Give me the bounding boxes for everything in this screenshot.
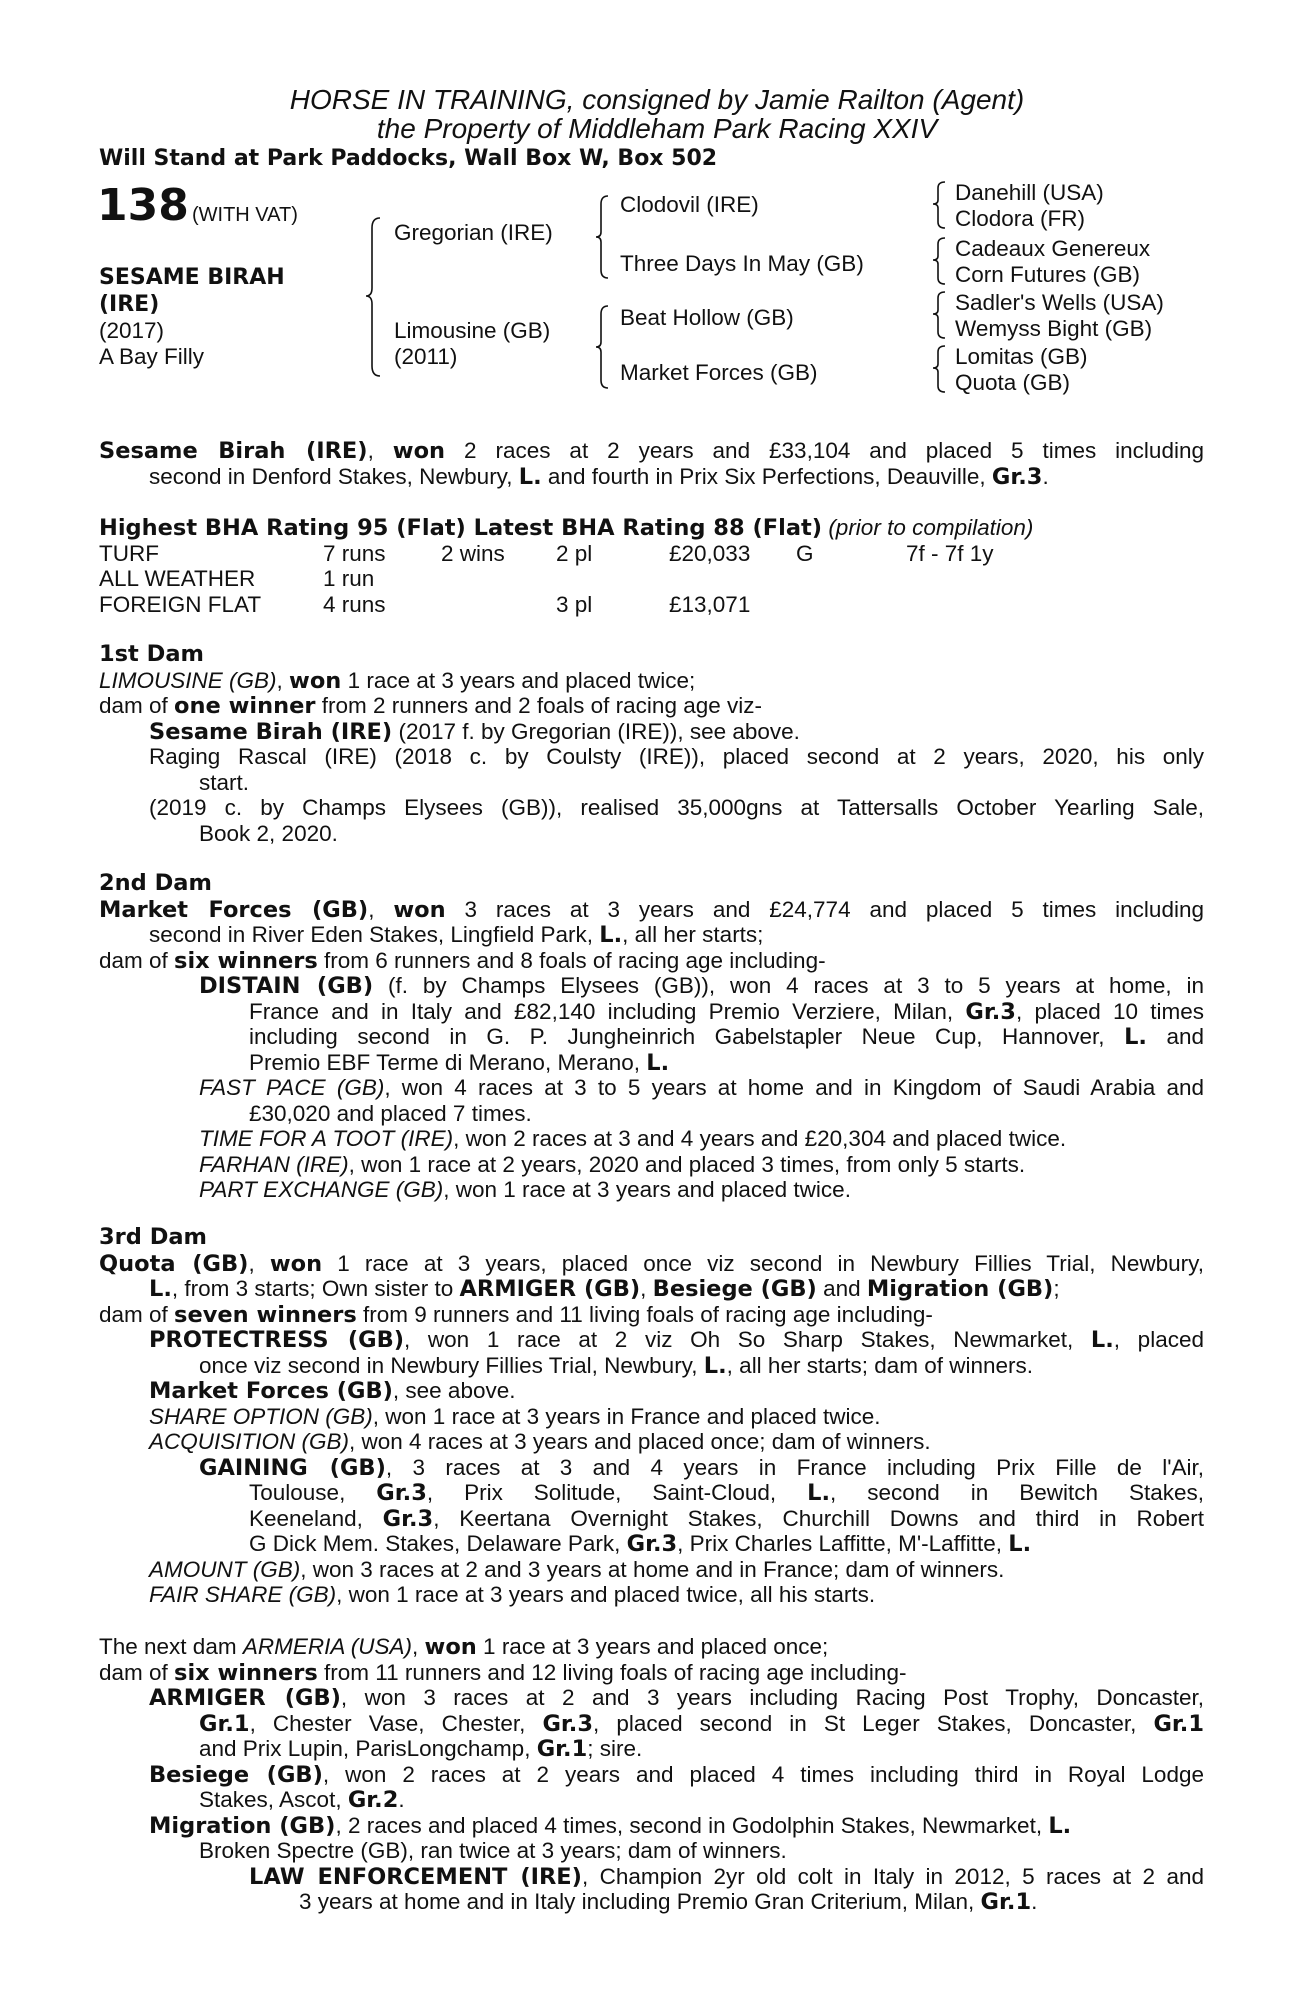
progeny-text: and bbox=[1146, 1024, 1204, 1049]
dam-text: from 2 runners and 2 foals of racing age viz- bbox=[315, 693, 762, 718]
progeny-text: , 2 races and placed 4 times, second in Godolphin Stakes, Newmarket, bbox=[335, 1812, 1049, 1838]
grade-badge: Gr.3 bbox=[542, 1710, 594, 1737]
progeny-text: , Chester Vase, Chester, bbox=[249, 1710, 543, 1736]
progeny-text: , second in Bewitch Stakes, bbox=[830, 1480, 1204, 1505]
progeny-text: Stakes, Ascot, bbox=[199, 1787, 348, 1812]
won-label: won bbox=[269, 1250, 323, 1277]
dam-text: ; bbox=[1053, 1276, 1060, 1301]
progeny-text: Book 2, 2020. bbox=[199, 820, 338, 846]
progeny-text: , won 4 races at 3 to 5 years at home and in Kingdom of Saudi Arabia and bbox=[384, 1075, 1204, 1100]
grade-badge: L. bbox=[599, 922, 623, 948]
progeny-name: DISTAIN (GB) bbox=[199, 973, 374, 999]
progeny-text: including second in G. P. Jungheinrich Gabelstapler Neue Cup, Hannover, bbox=[249, 1024, 1125, 1049]
horse-description: A Bay Filly bbox=[99, 344, 205, 369]
grade-badge: Gr.1 bbox=[980, 1889, 1032, 1915]
progeny-name: TIME FOR A TOOT (IRE) bbox=[199, 1126, 454, 1151]
pedigree-brace bbox=[933, 290, 949, 340]
pedigree-dam-year: (2011) bbox=[394, 344, 458, 369]
progeny-name: GAINING (GB) bbox=[199, 1454, 386, 1481]
grade-badge: Gr.1 bbox=[536, 1736, 588, 1762]
progeny-text: , Keertana Overnight Stakes, Churchill Downs and third in Robert bbox=[433, 1505, 1205, 1531]
ratings-label: FOREIGN FLAT bbox=[99, 591, 262, 617]
sibling-name: Migration (GB) bbox=[866, 1276, 1054, 1302]
dam-text: 1 race at 3 years, placed once viz second in Newbury Fillies Trial, Newbury, bbox=[337, 1250, 1204, 1276]
dam-text: 1 race at 3 years and placed once; bbox=[476, 1634, 829, 1659]
grade-badge: L. bbox=[807, 1480, 830, 1506]
progeny-name: FAST PACE (GB) bbox=[199, 1075, 385, 1100]
race-summary: Sesame Birah (IRE), won 2 races at 2 years and £33,104 and placed 5 times including second in Denford Stakes, Newbury, L. and fourth in Prix Six Perfections, Deauville, Gr.3. bbox=[99, 438, 1204, 490]
summary-text: . bbox=[1042, 463, 1049, 489]
grade-badge: L. bbox=[1048, 1812, 1072, 1839]
progeny-text: , all her starts; dam of winners. bbox=[726, 1352, 1034, 1378]
progeny-name: AMOUNT (GB) bbox=[149, 1556, 301, 1582]
ratings-label: ALL WEATHER bbox=[99, 566, 256, 591]
dam-text: 3 races at 3 years and £24,774 and placed 5 times including bbox=[464, 896, 1204, 922]
pedigree-sss: Danehill (USA) bbox=[955, 180, 1104, 205]
dam-text: from 6 runners and 8 foals of racing age including- bbox=[317, 947, 826, 973]
ratings-placed: 3 pl bbox=[556, 591, 593, 617]
progeny-text: , Champion 2yr old colt in Italy in 2012, 5 races at 2 and bbox=[581, 1863, 1204, 1889]
pedigree-brace bbox=[366, 216, 386, 378]
dam-text: dam of bbox=[99, 947, 175, 973]
ratings-placed: 2 pl bbox=[556, 540, 593, 566]
horse-name: SESAME BIRAH bbox=[99, 265, 285, 290]
ratings-runs: 1 run bbox=[323, 566, 375, 591]
ratings-wins: 2 wins bbox=[441, 540, 505, 566]
grade-badge: L. bbox=[1008, 1531, 1032, 1557]
summary-won: won bbox=[392, 438, 446, 464]
progeny-text: , won 2 races at 3 and 4 years and £20,304 and placed twice. bbox=[453, 1126, 1067, 1151]
ratings-heading: Highest BHA Rating 95 (Flat) Latest BHA Rating 88 (Flat) bbox=[99, 515, 823, 541]
dam-name: Market Forces (GB) bbox=[99, 896, 369, 923]
summary-horse-name: Sesame Birah (IRE) bbox=[99, 438, 368, 464]
grade-badge: Gr.1 bbox=[199, 1710, 250, 1737]
grade-badge: L. bbox=[646, 1049, 670, 1076]
dam-text: and bbox=[816, 1276, 867, 1301]
won-label: won bbox=[393, 896, 446, 923]
progeny-text: G Dick Mem. Stakes, Delaware Park, bbox=[249, 1531, 627, 1556]
progeny-name: ARMIGER (GB) bbox=[149, 1685, 341, 1711]
progeny-text: , won 1 race at 3 years and placed twice. bbox=[443, 1177, 851, 1202]
next-dam-section bbox=[99, 1634, 1204, 1915]
pedigree-dss: Sadler's Wells (USA) bbox=[955, 290, 1164, 315]
progeny-text: , Prix Charles Laffitte, M'-Laffitte, bbox=[677, 1531, 1009, 1556]
ratings-money: £20,033 bbox=[669, 540, 751, 566]
pedigree-sds: Cadeaux Genereux bbox=[955, 236, 1151, 261]
progeny-text: 3 years at home and in Italy including Premio Gran Criterium, Milan, bbox=[299, 1889, 981, 1914]
progeny-name: ACQUISITION (GB) bbox=[149, 1429, 350, 1454]
section-title: 1st Dam bbox=[99, 641, 204, 667]
progeny-text: and Prix Lupin, ParisLongchamp, bbox=[199, 1736, 537, 1761]
summary-text: second in Denford Stakes, Newbury, bbox=[149, 463, 519, 489]
progeny-text: , won 1 race at 2 viz Oh So Sharp Stakes, Newmarket, bbox=[404, 1327, 1091, 1352]
dam-text: dam of bbox=[99, 1301, 175, 1327]
pedigree-sire-dam: Three Days In May (GB) bbox=[620, 251, 864, 276]
dam-text: , all her starts; bbox=[622, 922, 764, 947]
progeny-text: , won 3 races at 2 and 3 years at home and in France; dam of winners. bbox=[300, 1556, 1005, 1582]
progeny-text: . bbox=[1031, 1889, 1038, 1914]
horse-year: (2017) bbox=[99, 318, 165, 343]
pedigree-sdd: Corn Futures (GB) bbox=[955, 262, 1141, 287]
ratings-section bbox=[99, 515, 1204, 541]
pedigree-sire-sire: Clodovil (IRE) bbox=[620, 192, 759, 217]
progeny-text: ; sire. bbox=[587, 1736, 643, 1761]
won-label: won bbox=[424, 1634, 477, 1660]
dam-text: , bbox=[640, 1276, 653, 1301]
progeny-text: (2017 f. by Gregorian (IRE)), see above. bbox=[392, 718, 800, 744]
dam-text: from 9 runners and 11 living foals of racing age including- bbox=[356, 1301, 933, 1327]
progeny-text: Toulouse, bbox=[249, 1480, 377, 1505]
progeny-text: , won 4 races at 3 years and placed once; dam of winners. bbox=[349, 1429, 931, 1454]
pedigree-dam-dam: Market Forces (GB) bbox=[620, 360, 818, 385]
progeny-text: Broken Spectre (GB), ran twice at 3 years; dam of winners. bbox=[199, 1838, 787, 1863]
progeny-name: LAW ENFORCEMENT (IRE) bbox=[249, 1863, 582, 1890]
progeny-text: , won 2 races at 2 years and placed 4 times including third in Royal Lodge bbox=[322, 1761, 1204, 1787]
pedigree-ssd: Clodora (FR) bbox=[955, 206, 1086, 231]
pedigree-dds: Lomitas (GB) bbox=[955, 344, 1088, 369]
ratings-money: £13,071 bbox=[669, 591, 751, 617]
grade-badge: L. bbox=[1124, 1024, 1147, 1050]
dam-name: LIMOUSINE (GB) bbox=[99, 667, 277, 693]
dam-text: The next dam bbox=[99, 1634, 243, 1659]
vat-note: (WITH VAT) bbox=[192, 204, 298, 226]
progeny-name: Sesame Birah (IRE) bbox=[149, 718, 393, 745]
first-dam-section: 1st Dam LIMOUSINE (GB), won 1 race at 3 years and placed twice; dam of one winner from 2 runners and 2 foals of racing age viz- Sesame Birah (IRE) (2017 f. by Gregorian (IRE)), see above. Raging Rascal (IRE) (2018 c. by Coulsty (IRE)), placed second at 2 years, 2020, his only start. (2019 c. by Champs Elysees (GB)), realised 35,000gns at Tattersalls October Yearling Sale, Book 2, 2020. bbox=[99, 641, 1204, 846]
grade-badge: Gr.3 bbox=[991, 463, 1043, 490]
stand-info: Will Stand at Park Paddocks, Wall Box W, Box 502 bbox=[99, 146, 718, 171]
grade-badge: Gr.1 bbox=[1153, 1710, 1204, 1737]
progeny-text: (2019 c. by Champs Elysees (GB)), realised 35,000gns at Tattersalls October Yearling Sale, bbox=[149, 795, 1204, 820]
pedigree-brace bbox=[933, 344, 949, 394]
grade-badge: Gr.3 bbox=[965, 998, 1016, 1025]
pedigree-dam-sire: Beat Hollow (GB) bbox=[620, 305, 794, 330]
progeny-text: Raging Rascal (IRE) (2018 c. by Coulsty (IRE)), placed second at 2 years, 2020, his only bbox=[149, 744, 1204, 769]
progeny-name: PART EXCHANGE (GB) bbox=[199, 1177, 444, 1202]
progeny-name: SHARE OPTION (GB) bbox=[149, 1403, 373, 1429]
progeny-text: , won 1 race at 3 years in France and placed twice. bbox=[372, 1403, 881, 1429]
ratings-note: (prior to compilation) bbox=[828, 515, 1034, 540]
grade-badge: Gr.3 bbox=[382, 1505, 434, 1532]
sibling-name: Besiege (GB) bbox=[652, 1276, 817, 1302]
progeny-text: , won 1 race at 3 years and placed twice, all his starts. bbox=[336, 1582, 876, 1607]
section-title: 3rd Dam bbox=[99, 1224, 207, 1250]
dam-name: ARMERIA (USA) bbox=[242, 1634, 413, 1659]
progeny-name: Besiege (GB) bbox=[149, 1761, 323, 1788]
progeny-text: , placed 10 times bbox=[1015, 998, 1204, 1024]
winners-count: seven winners bbox=[174, 1301, 357, 1328]
grade-badge: L. bbox=[518, 463, 542, 490]
pedigree-sire: Gregorian (IRE) bbox=[394, 220, 553, 245]
horse-country: (IRE) bbox=[99, 292, 160, 317]
ratings-runs: 4 runs bbox=[323, 591, 386, 617]
progeny-name: FARHAN (IRE) bbox=[199, 1151, 349, 1177]
dam-text: from 11 runners and 12 living foals of racing age including- bbox=[317, 1659, 907, 1685]
progeny-name: Migration (GB) bbox=[149, 1812, 336, 1839]
grade-badge: Gr.3 bbox=[626, 1531, 678, 1557]
progeny-text: France and in Italy and £82,140 including Premio Verziere, Milan, bbox=[249, 998, 966, 1024]
progeny-text: (f. by Champs Elysees (GB)), won 4 races at 3 to 5 years at home, in bbox=[388, 973, 1204, 998]
grade-badge: L. bbox=[703, 1352, 727, 1379]
pedigree-dam: Limousine (GB) bbox=[394, 318, 551, 343]
progeny-text: Premio EBF Terme di Merano, Merano, bbox=[249, 1049, 647, 1075]
pedigree-brace bbox=[933, 180, 949, 230]
grade-badge: Gr.2 bbox=[347, 1787, 399, 1813]
progeny-text: , placed second in St Leger Stakes, Doncaster, bbox=[593, 1710, 1154, 1736]
pedigree-dsd: Wemyss Bight (GB) bbox=[955, 316, 1153, 341]
progeny-text: start. bbox=[199, 769, 250, 795]
progeny-text: £30,020 and placed 7 times. bbox=[249, 1100, 532, 1126]
summary-text: 2 races at 2 years and £33,104 and placed 5 times including bbox=[464, 438, 1204, 463]
dam-text: , from 3 starts; Own sister to bbox=[171, 1276, 460, 1301]
pedigree-ddd: Quota (GB) bbox=[955, 370, 1071, 395]
summary-text: and fourth in Prix Six Perfections, Deauville, bbox=[541, 463, 992, 489]
lot-number: 138 bbox=[97, 180, 189, 231]
dam-text: dam of bbox=[99, 1659, 175, 1685]
progeny-text: , won 1 race at 2 years, 2020 and placed 3 times, from only 5 starts. bbox=[348, 1151, 1026, 1177]
progeny-text: , 3 races at 3 and 4 years in France including Prix Fille de l'Air, bbox=[385, 1454, 1204, 1480]
third-dam-section: 3rd Dam Quota (GB), won 1 race at 3 years, placed once viz second in Newbury Fillies Trial, Newbury, L., from 3 starts; Own sister to ARMIGER (GB), Besiege (GB) and Migration (GB); dam of seven winners from 9 runners and 11 living foals of racing age including- PROTECTRESS (GB), won 1 race at 2 viz Oh So Sharp Stakes, Newmarket, L., placed once viz second in Newbury Fillies Trial, Newbury, L., all her starts; dam of winners. Market Forces (GB), see above. SHARE OPTION (GB), won 1 race at 3 years in France and placed twice. ACQUISITION (GB), won 4 races at 3 years and placed once; dam of winners. GAINING (GB), 3 races at 3 and 4 years in France including Prix Fille de l'Air, Toulouse, Gr.3, Prix Solitude, Saint-Cloud, L., second in Bewitch Stakes, Keeneland, Gr.3, Keertana Overnight Stakes, Churchill Downs and third in Robert G Dick Mem. Stakes, Delaware Park, Gr.3, Prix Charles Laffitte, M'-Laffitte, L. AMOUNT (GB), won 3 races at 2 and 3 years at home and in France; dam of winners. FAIR SHARE (GB), won 1 race at 3 years and placed twice, all his starts. bbox=[99, 1224, 1205, 1607]
ratings-going: G bbox=[796, 540, 814, 566]
header-line-2: the Property of Middleham Park Racing XXIV bbox=[376, 113, 938, 144]
dam-text: , bbox=[412, 1634, 425, 1659]
ratings-label: TURF bbox=[99, 540, 159, 566]
dam-text: 1 race at 3 years and placed twice; bbox=[341, 667, 696, 693]
dam-name: Quota (GB) bbox=[99, 1250, 249, 1277]
progeny-name: Market Forces (GB) bbox=[149, 1378, 393, 1404]
winners-count: six winners bbox=[174, 1659, 318, 1686]
progeny-text: Keeneland, bbox=[249, 1505, 383, 1531]
pedigree-brace bbox=[596, 304, 612, 392]
progeny-text: , see above. bbox=[392, 1378, 516, 1403]
dam-text: second in River Eden Stakes, Lingfield Park, bbox=[149, 922, 600, 947]
progeny-text: once viz second in Newbury Fillies Trial, Newbury, bbox=[199, 1352, 704, 1378]
winners-count: one winner bbox=[174, 693, 316, 719]
grade-badge: L. bbox=[1090, 1327, 1114, 1353]
ratings-distance: 7f - 7f 1y bbox=[906, 540, 994, 566]
second-dam-section: 2nd Dam Market Forces (GB), won 3 races at 3 years and £24,774 and placed 5 times including second in River Eden Stakes, Lingfield Park, L., all her starts; dam of six winners from 6 runners and 8 foals of racing age including- DISTAIN (GB) (f. by Champs Elysees (GB)), won 4 races at 3 to 5 years at home, in France and in Italy and £82,140 including Premio Verziere, Milan, Gr.3, placed 10 times including second in G. P. Jungheinrich Gabelstapler Neue Cup, Hannover, L. and Premio EBF Terme di Merano, Merano, L. FAST PACE (GB), won 4 races at 3 to 5 years at home and in Kingdom of Saudi Arabia and £30,020 and placed 7 times. TIME FOR A TOOT (IRE), won 2 races at 3 and 4 years and £20,304 and placed twice. FARHAN (IRE), won 1 race at 2 years, 2020 and placed 3 times, from only 5 starts. PART EXCHANGE (GB), won 1 race at 3 years and placed twice. bbox=[99, 870, 1204, 1202]
pedigree-brace bbox=[933, 236, 949, 286]
grade-badge: Gr.3 bbox=[376, 1480, 427, 1506]
progeny-text: , won 3 races at 2 and 3 years including Racing Post Trophy, Doncaster, bbox=[340, 1685, 1204, 1710]
progeny-text: , Prix Solitude, Saint-Cloud, bbox=[426, 1480, 808, 1505]
progeny-text: , placed bbox=[1113, 1327, 1204, 1352]
progeny-name: FAIR SHARE (GB) bbox=[149, 1582, 337, 1607]
ratings-runs: 7 runs bbox=[323, 540, 386, 566]
sibling-name: ARMIGER (GB) bbox=[459, 1276, 641, 1302]
grade-badge: L. bbox=[149, 1276, 172, 1302]
pedigree-brace bbox=[596, 194, 612, 282]
header-line-1: HORSE IN TRAINING, consigned by Jamie Railton (Agent) bbox=[289, 84, 1025, 115]
winners-count: six winners bbox=[174, 947, 318, 974]
progeny-name: PROTECTRESS (GB) bbox=[149, 1327, 405, 1353]
won-label: won bbox=[289, 667, 342, 694]
progeny-text: . bbox=[398, 1787, 405, 1812]
section-title: 2nd Dam bbox=[99, 870, 212, 896]
dam-text: dam of bbox=[99, 693, 175, 718]
